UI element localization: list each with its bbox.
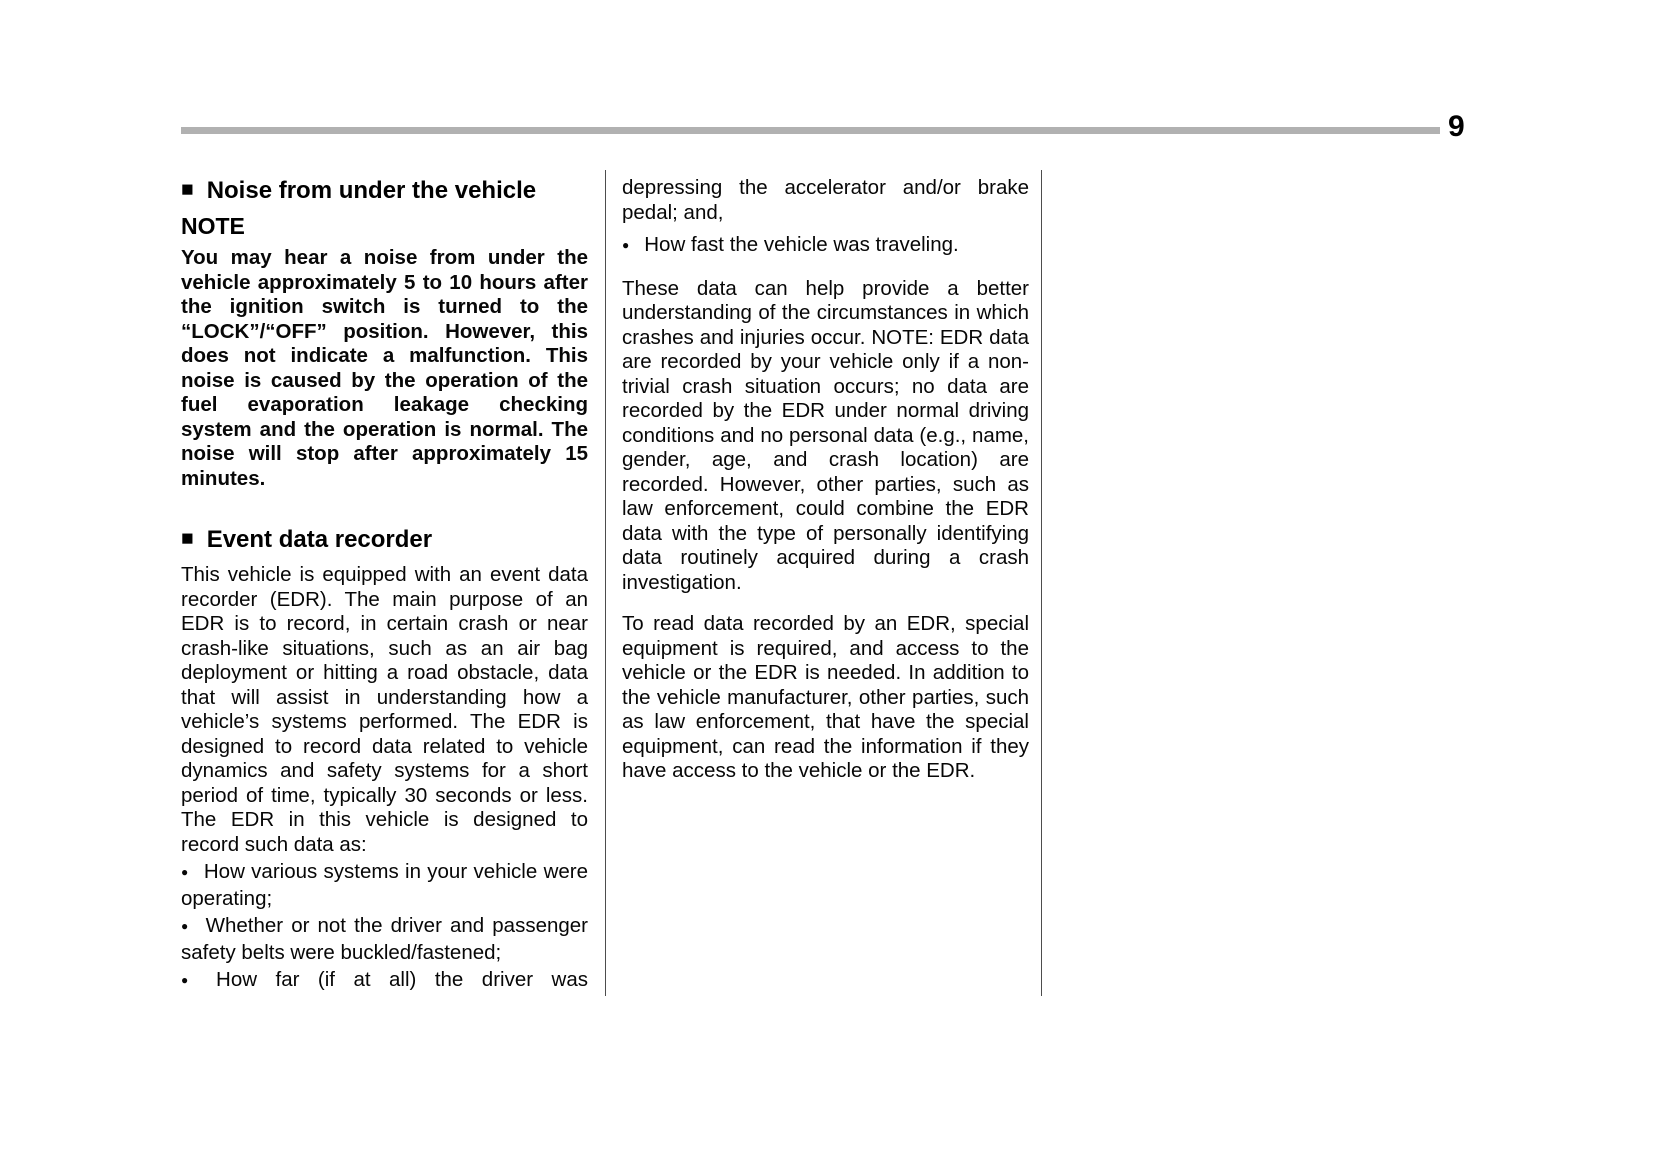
black-square-icon: ■ bbox=[181, 178, 194, 201]
bullet-icon: ● bbox=[181, 865, 189, 879]
bullet-icon: ● bbox=[181, 973, 202, 987]
black-square-icon: ■ bbox=[181, 527, 194, 550]
section-heading-noise bbox=[181, 176, 588, 205]
list-item bbox=[181, 914, 588, 965]
section-heading-text: Event data recorder bbox=[206, 526, 433, 553]
bullet-icon: ● bbox=[181, 919, 191, 933]
section-heading-text: Noise from under the vehicle bbox=[206, 177, 537, 204]
page-number: 9 bbox=[1448, 110, 1465, 143]
list-item bbox=[181, 860, 588, 911]
note-label: NOTE bbox=[181, 213, 245, 239]
edr-data-paragraph: These data can help provide a better understanding of the circumstances in which crashes and injuries occur. NOTE: EDR data are recorded by your vehicle only if a non-trivial crash situation occurs; no data are recorded by the EDR under normal driving conditions and no personal data (e.g., name, gender, age, and crash location) are recorded. However, other parties, such as law enforcement, could combine the EDR data with the type of personally identifying data routinely acquired during a crash investigation. bbox=[622, 276, 1029, 594]
list-item-text: Whether or not the driver and passenger safety belts were buckled/fastened; bbox=[181, 914, 588, 964]
column-divider-2 bbox=[1041, 170, 1042, 996]
bullet-icon: ● bbox=[622, 238, 630, 252]
continuation-paragraph: depressing the accelerator and/or brake pedal; and, bbox=[622, 176, 1029, 224]
column-divider-1 bbox=[605, 170, 606, 996]
list-item-text: How far (if at all) the driver was bbox=[216, 968, 588, 991]
header-rule bbox=[181, 127, 1440, 134]
note-paragraph: You may hear a noise from under the vehicle approximately 5 to 10 hours after the ignition switch is turned to the “LOCK”/“OFF” position. However, this does not indicate a malfunction. This noise is caused by the operation of the fuel evaporation leakage checking system and the operation is normal. The noise will stop after approximately 15 minutes. bbox=[181, 246, 588, 490]
list-item-text: How fast the vehicle was traveling. bbox=[644, 233, 959, 256]
edr-intro-paragraph: This vehicle is equipped with an event data recorder (EDR). The main purpose of an EDR is to record, in certain crash or near crash-like situations, such as an air bag deployment or hitting a road obstacle, data that will assist in understanding how a vehicle’s systems performed. The EDR is designed to record data related to vehicle dynamics and safety systems for a short period of time, typically 30 seconds or less. The EDR in this vehicle is designed to record such data as: bbox=[181, 563, 588, 856]
right-column bbox=[622, 176, 1029, 784]
edr-access-paragraph: To read data recorded by an EDR, special equipment is required, and access to the vehicle or the EDR is needed. In addition to the vehicle manufacturer, other parties, such as law enforcement, that have the special equipment, can read the information if they have access to the vehicle or the EDR. bbox=[622, 612, 1029, 782]
list-item bbox=[622, 233, 1029, 260]
left-column bbox=[181, 176, 588, 995]
list-item bbox=[181, 968, 588, 995]
list-item-text: How various systems in your vehicle were operating; bbox=[181, 860, 588, 910]
section-heading-edr bbox=[181, 525, 588, 554]
